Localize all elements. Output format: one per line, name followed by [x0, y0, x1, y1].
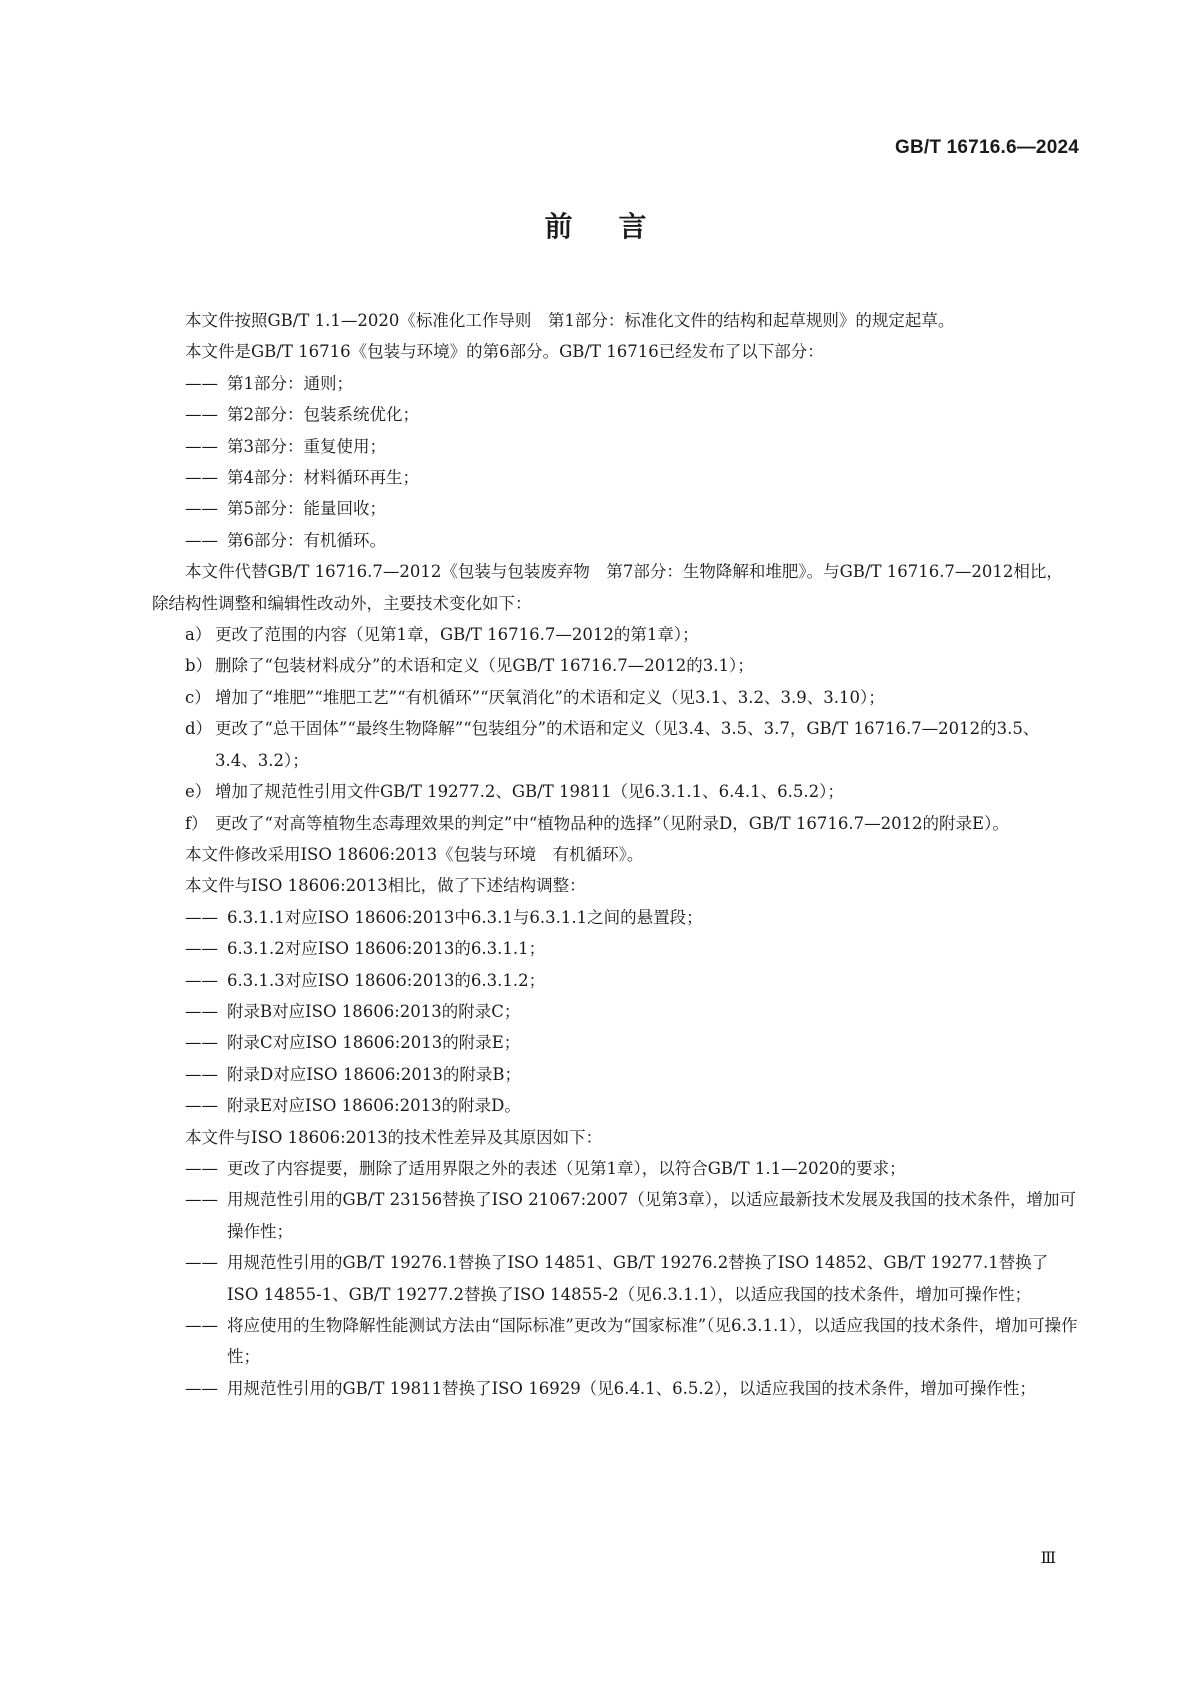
list-item: —— 附录C对应ISO 18606:2013的附录E； — [185, 1033, 521, 1053]
list-item: —— 用规范性引用的GB/T 19811替换了ISO 16929（见6.4.1、6.5.2），以适应我国的技术条件，增加可操作性； — [185, 1378, 1036, 1398]
paragraph-drafting-rules: 本文件按照GB/T 1.1—2020《标准化工作导则 第1部分：标准化文件的结构和起草规则》的规定起草。 — [185, 311, 955, 330]
changes-list — [152, 619, 1078, 839]
list-item: —— 附录B对应ISO 18606:2013的附录C； — [185, 1001, 521, 1021]
paragraph-series-intro: 本文件是GB/T 16716《包装与环境》的第6部分。GB/T 16716已经发布了以下部分： — [185, 342, 824, 362]
list-item: —— 将应使用的生物降解性能测试方法由“国际标准”更改为“国家标准”（见6.3.1.1），以适应我国的技术条件，增加可操作性； — [185, 1316, 1078, 1367]
list-item: b） 删除了“包装材料成分”的术语和定义（见GB/T 16716.7—2012的3.1）； — [185, 656, 754, 676]
parts-list — [152, 368, 1078, 556]
list-item: —— 第6部分：有机循环。 — [185, 530, 386, 550]
paragraph-tech-diff-intro: 本文件与ISO 18606:2013的技术性差异及其原因如下： — [185, 1127, 603, 1147]
document-body — [152, 305, 1078, 1404]
page-number: Ⅲ — [1040, 1548, 1056, 1567]
paragraph-adoption: 本文件修改采用ISO 18606:2013《包装与环境 有机循环》。 — [185, 844, 644, 864]
list-item: —— 6.3.1.2对应ISO 18606:2013的6.3.1.1； — [185, 939, 546, 959]
list-item: —— 第4部分：材料循环再生； — [185, 468, 419, 488]
list-item: e） 增加了规范性引用文件GB/T 19277.2、GB/T 19811（见6.3.1.1、6.4.1、6.5.2）； — [185, 782, 844, 802]
list-item: —— 用规范性引用的GB/T 19276.1替换了ISO 14851、GB/T 19276.2替换了ISO 14852、GB/T 19277.1替换了ISO 14855-1、GB/T 19277.2替换了ISO 14855-2（见6.3.1.1），以适应我国的技术条件，增加可操作性； — [185, 1253, 1049, 1304]
list-item: —— 用规范性引用的GB/T 23156替换了ISO 21067:2007（见第3章），以适应最新技术发展及我国的技术条件，增加可操作性； — [185, 1190, 1076, 1241]
list-item: —— 附录D对应ISO 18606:2013的附录B； — [185, 1064, 521, 1084]
list-item: f） 更改了“对高等植物生态毒理效果的判定”中“植物品种的选择”（见附录D，GB/T 16716.7—2012的附录E）。 — [185, 813, 1009, 833]
tech-diff-list — [152, 1153, 1078, 1404]
page-title: 前言 — [544, 210, 693, 243]
list-item: —— 附录E对应ISO 18606:2013的附录D。 — [185, 1096, 521, 1116]
paragraph-structure-intro: 本文件与ISO 18606:2013相比，做了下述结构调整： — [185, 876, 586, 896]
list-item: —— 第3部分：重复使用； — [185, 436, 386, 456]
structure-list — [152, 902, 1078, 1122]
list-item: a） 更改了范围的内容（见第1章，GB/T 16716.7—2012的第1章）； — [185, 625, 699, 645]
list-item: d） 更改了“总干固体”“最终生物降解”“包装组分”的术语和定义（见3.4、3.5、3.7，GB/T 16716.7—2012的3.5、3.4、3.2）； — [185, 719, 1040, 770]
list-item: c） 增加了“堆肥”“堆肥工艺”“有机循环”“厌氧消化”的术语和定义（见3.1、3.2、3.9、3.10）； — [185, 687, 885, 707]
list-item: —— 6.3.1.1对应ISO 18606:2013中6.3.1与6.3.1.1之间的悬置段； — [185, 907, 703, 927]
list-item: —— 第5部分：能量回收； — [185, 499, 386, 519]
list-item: —— 第1部分：通则； — [185, 373, 353, 393]
list-item: —— 6.3.1.3对应ISO 18606:2013的6.3.1.2； — [185, 970, 546, 990]
list-item: —— 第2部分：包装系统优化； — [185, 405, 419, 425]
paragraph-replacement: 本文件代替GB/T 16716.7—2012《包装与包装废弃物 第7部分：生物降解和堆肥》。与GB/T 16716.7—2012相比，除结构性调整和编辑性改动外，主要技术变化如下： — [152, 562, 1063, 613]
standard-code: GB/T 16716.6—2024 — [894, 137, 1079, 158]
list-item: —— 更改了内容提要，删除了适用界限之外的表述（见第1章），以符合GB/T 1.1—2020的要求； — [185, 1158, 906, 1178]
